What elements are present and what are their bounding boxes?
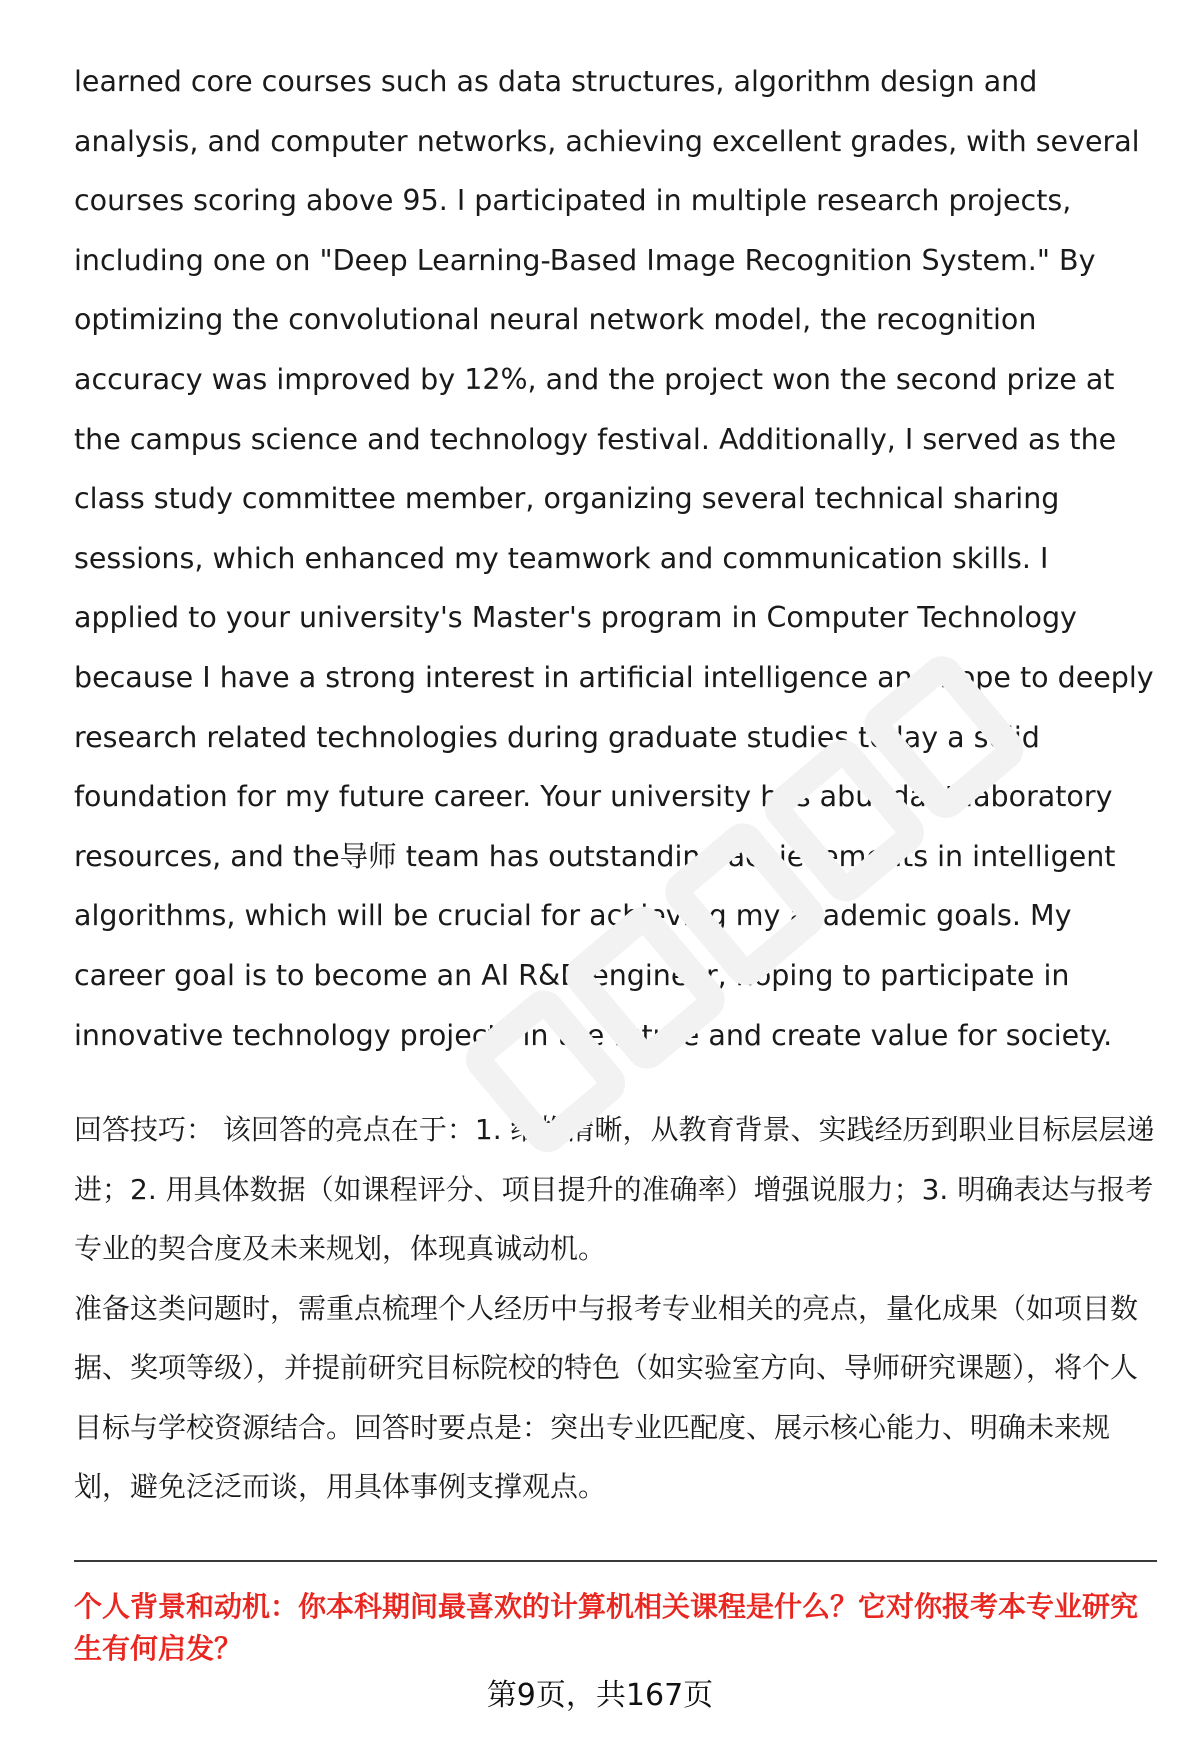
section-divider	[74, 1560, 1157, 1562]
answer-paragraph: learned core courses such as data structures, algorithm design and analysis, and computer networks, achieving excellent grades, with several courses scoring above 95. I participated in multiple research projects, including one on "Deep Learning-Based Image Recognition System." By optimizing the convolutional neural network model, the recognition accuracy was improved by 12%, and the project won the second prize at the campus science and technology festival. Additionally, I served as the class study committee member, organizing several technical sharing sessions, which enhanced my teamwork and communication skills. I applied to your university's Master's program in Computer Technology because I have a strong interest in artificial intelligence and hope to deeply research related technologies during graduate studies to lay a solid foundation for my future career. Your university has abundant laboratory resources, and the导师 team has outstanding achievements in intelligent algorithms, which will be crucial for achieving my academic goals. My career goal is to become an AI R&D engineer, hoping to participate in innovative technology projects in the future and create value for society.	[74, 65, 1154, 1052]
tips-block	[74, 1100, 1159, 1517]
next-question-heading: 个人背景和动机：你本科期间最喜欢的计算机相关课程是什么？它对你报考本专业研究生有何启发？	[74, 1590, 1139, 1665]
tips-paragraph: 回答技巧： 该回答的亮点在于：1. 结构清晰，从教育背景、实践经历到职业目标层层递进；2. 用具体数据（如课程评分、项目提升的准确率）增强说服力；3. 明确表达与报考专业的契合度及未来规划，体现真诚动机。	[74, 1113, 1155, 1265]
prep-paragraph: 准备这类问题时，需重点梳理个人经历中与报考专业相关的亮点，量化成果（如项目数据、奖项等级），并提前研究目标院校的特色（如实验室方向、导师研究课题），将个人目标与学校资源结合。回答时要点是：突出专业匹配度、展示核心能力、明确未来规划，避免泛泛而谈，用具体事例支撑观点。	[74, 1291, 1139, 1503]
page-number: 第9页，共167页	[486, 1678, 714, 1713]
